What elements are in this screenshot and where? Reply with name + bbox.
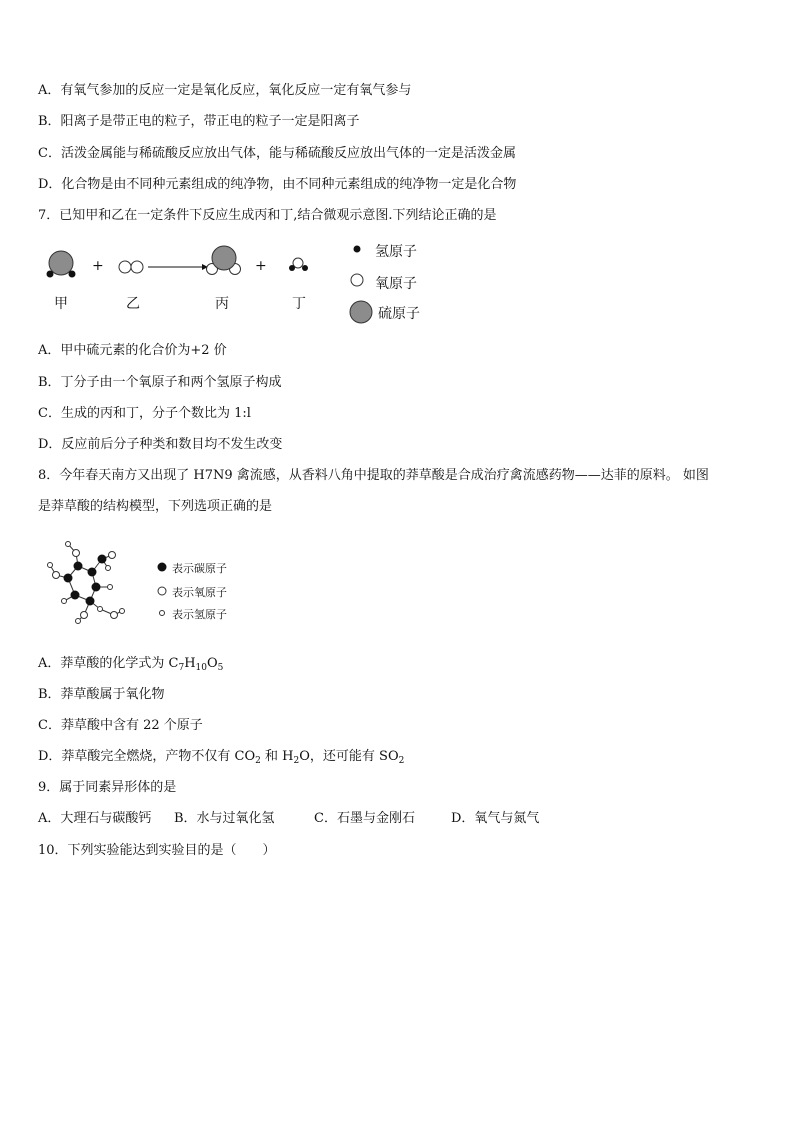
formula-part: H — [184, 656, 196, 671]
carbon-atom — [92, 583, 101, 592]
oxygen-atom — [131, 261, 143, 273]
q9-option-d: D．氧气与氮气 — [451, 811, 540, 826]
sulfur-atom — [212, 246, 236, 270]
oxygen-atom — [111, 612, 118, 619]
q9-options — [38, 810, 539, 828]
molecule-jia — [47, 251, 76, 278]
shikimic-acid-svg — [40, 535, 140, 635]
hydrogen-atom — [66, 542, 71, 547]
q8-option-d — [38, 748, 404, 766]
hydrogen-atom — [76, 619, 81, 624]
q6-option-a: A．有氧气参加的反应一定是氧化反应，氧化反应一定有氧气参与 — [38, 83, 412, 98]
carbon-atom — [98, 555, 107, 564]
subscript: 7 — [178, 663, 185, 673]
q8-stem-line1: 8．今年春天南方又出现了 H7N9 禽流感，从香料八角中提取的莽草酸是合成治疗禽流感药物——达菲的原料。 如图 — [38, 468, 709, 483]
oxygen-atom — [81, 612, 88, 619]
q8-option-a-text: A．莽草酸的化学式为 C — [38, 656, 179, 671]
molecule-ding — [289, 258, 308, 271]
subscript: 2 — [255, 756, 261, 766]
reaction-arrow — [148, 264, 208, 270]
plus-sign: + — [255, 258, 267, 274]
oxygen-legend-icon — [158, 587, 166, 595]
molecule-yi — [119, 261, 143, 273]
label-ding: 丁 — [292, 296, 306, 312]
formula-part: O — [207, 656, 218, 671]
q7-option-a: A．甲中硫元素的化合价为+2 价 — [38, 343, 227, 358]
hydrogen-atom — [47, 271, 54, 278]
q6-option-d: D．化合物是由不同种元素组成的纯净物，由不同种元素组成的纯净物一定是化合物 — [38, 177, 517, 192]
plus-sign: + — [92, 258, 104, 274]
formula-part: O，还可能有 SO — [299, 749, 399, 764]
subscript: 2 — [398, 756, 405, 766]
legend-sulfur: 硫原子 — [378, 306, 420, 322]
carbon-atom — [86, 597, 95, 606]
oxygen-atom — [119, 261, 131, 273]
q8-option-a — [38, 655, 223, 673]
q6-option-c: C．活泼金属能与稀硫酸反应放出气体，能与稀硫酸反应放出气体的一定是活泼金属 — [38, 146, 516, 161]
q7-legend-icons — [345, 238, 375, 328]
oxygen-atom — [109, 552, 116, 559]
q7-option-d: D．反应前后分子种类和数目均不发生改变 — [38, 437, 283, 452]
q7-option-b: B．丁分子由一个氧原子和两个氢原子构成 — [38, 375, 282, 390]
q8-option-b: B．莽草酸属于氧化物 — [38, 687, 165, 702]
q9-option-c: C．石墨与金刚石 — [314, 811, 415, 826]
hydrogen-atom — [106, 566, 111, 571]
q10-stem: 10．下列实验能达到实验目的是（ ） — [38, 843, 276, 858]
q8-option-c: C．莽草酸中含有 22 个原子 — [38, 718, 203, 733]
label-bing: 丙 — [215, 296, 229, 312]
carbon-atom — [71, 591, 80, 600]
q9-option-b: B．水与过氧化氢 — [174, 811, 275, 826]
hydrogen-atom — [108, 585, 113, 590]
shikimic-acid-model — [40, 535, 140, 635]
q7-stem: 7．已知甲和乙在一定条件下反应生成丙和丁,结合微观示意图.下列结论正确的是 — [38, 208, 497, 223]
hydrogen-atom — [302, 265, 308, 271]
oxygen-atom — [53, 572, 60, 579]
hydrogen-atom — [62, 599, 67, 604]
oxygen-atom — [73, 550, 80, 557]
hydrogen-atom — [120, 609, 125, 614]
hydrogen-atom — [48, 563, 53, 568]
hydrogen-legend-icon — [354, 246, 361, 253]
carbon-atom — [88, 568, 97, 577]
hydrogen-atom — [69, 271, 76, 278]
sulfur-legend-icon — [350, 301, 372, 323]
carbon-atom — [64, 574, 73, 583]
legend-oxygen: 氧原子 — [375, 276, 417, 292]
oxygen-legend-icon — [351, 274, 363, 286]
legend-oxygen-q8: 表示氧原子 — [172, 586, 227, 599]
legend-carbon: 表示碳原子 — [172, 562, 227, 575]
q9-option-a: A．大理石与碳酸钙 — [38, 811, 152, 826]
molecule-bing — [207, 246, 241, 275]
q9-stem: 9．属于同素异形体的是 — [38, 780, 177, 795]
formula-part: 和 H — [260, 749, 294, 764]
q8-option-d-text: D．莽草酸完全燃烧，产物不仅有 CO — [38, 749, 256, 764]
label-jia: 甲 — [54, 296, 68, 312]
q8-legend-icons — [152, 558, 172, 622]
q8-stem-line2: 是莽草酸的结构模型，下列选项正确的是 — [38, 499, 273, 514]
carbon-legend-icon — [158, 563, 167, 572]
subscript: 2 — [293, 756, 300, 766]
hydrogen-legend-icon — [160, 611, 165, 616]
hydrogen-atom — [98, 607, 103, 612]
hydrogen-atom — [289, 265, 295, 271]
legend-hydrogen-q8: 表示氢原子 — [172, 608, 227, 621]
label-yi: 乙 — [126, 296, 140, 312]
sulfur-atom — [49, 251, 73, 275]
subscript: 5 — [217, 663, 224, 673]
q6-option-b: B．阳离子是带正电的粒子，带正电的粒子一定是阳离子 — [38, 114, 360, 129]
carbon-atom — [74, 562, 83, 571]
legend-hydrogen: 氢原子 — [375, 244, 417, 260]
q7-option-c: C．生成的丙和丁，分子个数比为 1:l — [38, 406, 251, 421]
subscript: 10 — [195, 663, 207, 673]
